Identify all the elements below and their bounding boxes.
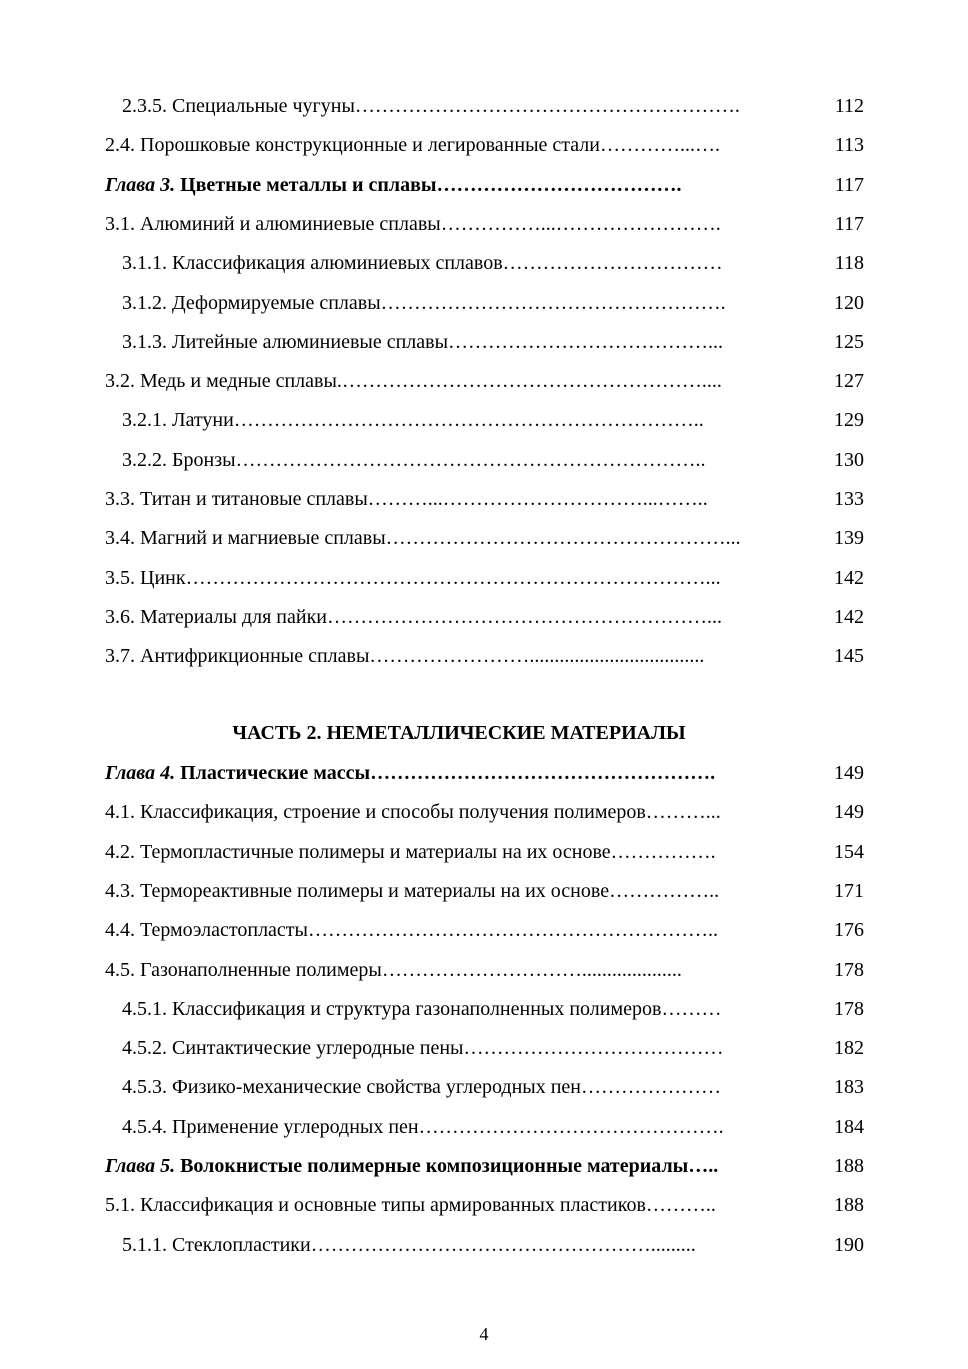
toc-entry-title <box>105 366 722 396</box>
toc-entry-title <box>105 563 721 593</box>
toc-entry-title <box>105 130 720 160</box>
toc-entry <box>0 405 968 435</box>
toc-entry <box>0 1033 968 1063</box>
toc-page-number: 149 <box>834 762 864 784</box>
toc-page-number: 117 <box>834 212 864 235</box>
toc-entry <box>0 837 968 867</box>
toc-entry-title <box>122 91 740 121</box>
toc-entry-title <box>105 915 718 945</box>
toc-entry <box>0 170 968 200</box>
toc-entry-title <box>122 248 723 278</box>
toc-entry <box>0 1190 968 1220</box>
toc-page-number: 188 <box>834 1194 864 1217</box>
toc-entry-title <box>122 1112 724 1142</box>
toc-entry <box>0 288 968 318</box>
section-title: 3.6. Материалы для пайки…………………………………………………... <box>105 605 722 628</box>
toc-entry-title <box>122 1033 724 1063</box>
toc-entry-title <box>122 327 723 357</box>
toc-entry <box>0 1151 968 1181</box>
toc-entry-title <box>105 170 682 200</box>
section-title: 4.2. Термопластичные полимеры и материалы на их основе……………. <box>105 840 716 863</box>
section-title: 3.1.2. Деформируемые сплавы……………………………………………. <box>122 291 726 314</box>
toc-entry-title <box>105 955 682 985</box>
section-title: 3.4. Магний и магниевые сплавы……………………………………………... <box>105 527 741 550</box>
toc-page-number: 188 <box>834 1155 864 1177</box>
toc-entry-title <box>122 1230 696 1260</box>
toc-page-number: 142 <box>834 566 864 589</box>
toc-entry-title <box>122 288 726 318</box>
section-title: 4.5.4. Применение углеродных пен………………………………………. <box>122 1115 724 1138</box>
toc-page-number: 178 <box>834 997 864 1020</box>
toc-page-number: 184 <box>834 1115 864 1138</box>
toc-entry-title <box>122 1072 721 1102</box>
chapter-label: Глава 5. <box>105 1155 176 1177</box>
toc-entry <box>0 641 968 671</box>
toc-entry <box>0 955 968 985</box>
section-title: 3.5. Цинк……………………………………………………………………... <box>105 566 721 589</box>
toc-entry-title <box>122 445 706 475</box>
toc-page-number: 149 <box>834 801 864 824</box>
toc-entry <box>0 366 968 396</box>
toc-entry <box>0 248 968 278</box>
toc-entry-title <box>105 758 715 788</box>
section-title: 4.3. Термореактивные полимеры и материалы на их основе…………….. <box>105 879 720 902</box>
toc-entry-title <box>122 405 704 435</box>
toc-entry-title <box>105 602 722 632</box>
part-heading: ЧАСТЬ 2. НЕМЕТАЛЛИЧЕСКИЕ МАТЕРИАЛЫ <box>232 722 686 744</box>
toc-page-number: 118 <box>834 252 864 275</box>
toc-entry <box>0 1072 968 1102</box>
toc-entry <box>0 602 968 632</box>
toc-page-number: 171 <box>834 879 864 902</box>
toc-entry <box>0 209 968 239</box>
toc-entry-title <box>105 1151 718 1181</box>
toc-entry <box>0 91 968 121</box>
section-title: 3.3. Титан и титановые сплавы………...…………………………...…….. <box>105 488 708 510</box>
section-title: 3.1. Алюминий и алюминиевые сплавы……………...……………………. <box>105 212 721 235</box>
toc-entry <box>0 994 968 1024</box>
chapter-label: Глава 4. <box>105 762 176 784</box>
toc-entry <box>0 758 968 788</box>
toc-entry <box>0 130 968 160</box>
toc-page-number: 120 <box>834 291 864 314</box>
section-title: 4.5.2. Синтактические углеродные пены………………………………… <box>122 1037 724 1060</box>
toc-entry <box>0 484 968 514</box>
toc-entry-title <box>105 209 721 239</box>
toc-entry <box>0 1230 968 1260</box>
chapter-title: Цветные металлы и сплавы………………………………. <box>175 173 682 196</box>
toc-entry-title <box>105 484 708 514</box>
toc-entry <box>0 1112 968 1142</box>
toc-entry-title <box>105 797 721 827</box>
toc-page-number: 133 <box>834 488 864 510</box>
chapter-title: Волокнистые полимерные композиционные материалы….. <box>175 1155 719 1177</box>
section-title: 2.4. Порошковые конструкционные и легированные стали…………...…. <box>105 134 720 157</box>
toc-page-number: 182 <box>834 1037 864 1060</box>
section-title: 3.2. Медь и медные сплавы.……………………………………………….... <box>105 370 722 393</box>
section-title: 5.1.1. Стеклопластики……………………………………………......... <box>122 1233 696 1256</box>
toc-page-number: 139 <box>834 527 864 550</box>
section-title: 3.2.2. Бронзы…………………………………………………………….. <box>122 448 706 471</box>
toc-entry <box>0 915 968 945</box>
section-title: 3.2.1. Латуни…………………………………………………………….. <box>122 409 704 432</box>
section-title: 4.1. Классификация, строение и способы получения полимеров………... <box>105 801 721 824</box>
section-title: 4.4. Термоэластопласты…………………………………………………….. <box>105 919 718 942</box>
toc-entry-title <box>105 837 716 867</box>
toc-entry-title <box>105 641 704 671</box>
chapter-label: Глава 3. <box>105 173 176 196</box>
toc-page-number: 112 <box>834 95 864 117</box>
section-title: 3.7. Антифрикционные сплавы……………………................................... <box>105 645 705 668</box>
section-title: 4.5.1. Классификация и структура газонаполненных полимеров……… <box>122 997 722 1020</box>
toc-entry <box>0 523 968 553</box>
toc-page-number: 142 <box>834 605 864 628</box>
toc-page-number: 190 <box>834 1233 864 1256</box>
toc-page-number: 113 <box>834 134 864 157</box>
toc-entry <box>0 445 968 475</box>
toc-entry <box>0 563 968 593</box>
toc-entry <box>0 876 968 906</box>
toc-page-number: 129 <box>834 409 864 432</box>
section-title: 3.1.3. Литейные алюминиевые сплавы…………………………………... <box>122 330 724 353</box>
section-title: 4.5. Газонаполненные полимеры………………………….................... <box>105 958 682 981</box>
toc-entry <box>0 327 968 357</box>
toc-page-number: 125 <box>834 330 864 353</box>
page-number: 4 <box>479 1324 489 1344</box>
toc-entry-title <box>122 994 721 1024</box>
toc-page-number: 154 <box>834 840 864 863</box>
toc-page-number: 176 <box>834 919 864 942</box>
section-title: 4.5.3. Физико-механические свойства углеродных пен………………… <box>122 1076 721 1099</box>
chapter-title: Пластические массы……………………………………………. <box>175 762 716 784</box>
section-title: 2.3.5. Специальные чугуны…………………………………………………. <box>122 95 740 117</box>
toc-page-number: 145 <box>834 645 864 668</box>
section-title: 3.1.1. Классификация алюминиевых сплавов…………………………… <box>122 252 723 275</box>
toc-entry-title <box>105 876 719 906</box>
toc-page-number: 127 <box>834 370 864 393</box>
toc-page-number: 178 <box>834 958 864 981</box>
toc-page-number: 117 <box>834 173 864 196</box>
toc-page-number: 130 <box>834 448 864 471</box>
toc-page-number: 183 <box>834 1076 864 1099</box>
toc-entry-title <box>105 1190 716 1220</box>
toc-entry <box>0 797 968 827</box>
section-title: 5.1. Классификация и основные типы армированных пластиков……….. <box>105 1194 716 1217</box>
toc-entry-title <box>105 523 741 553</box>
